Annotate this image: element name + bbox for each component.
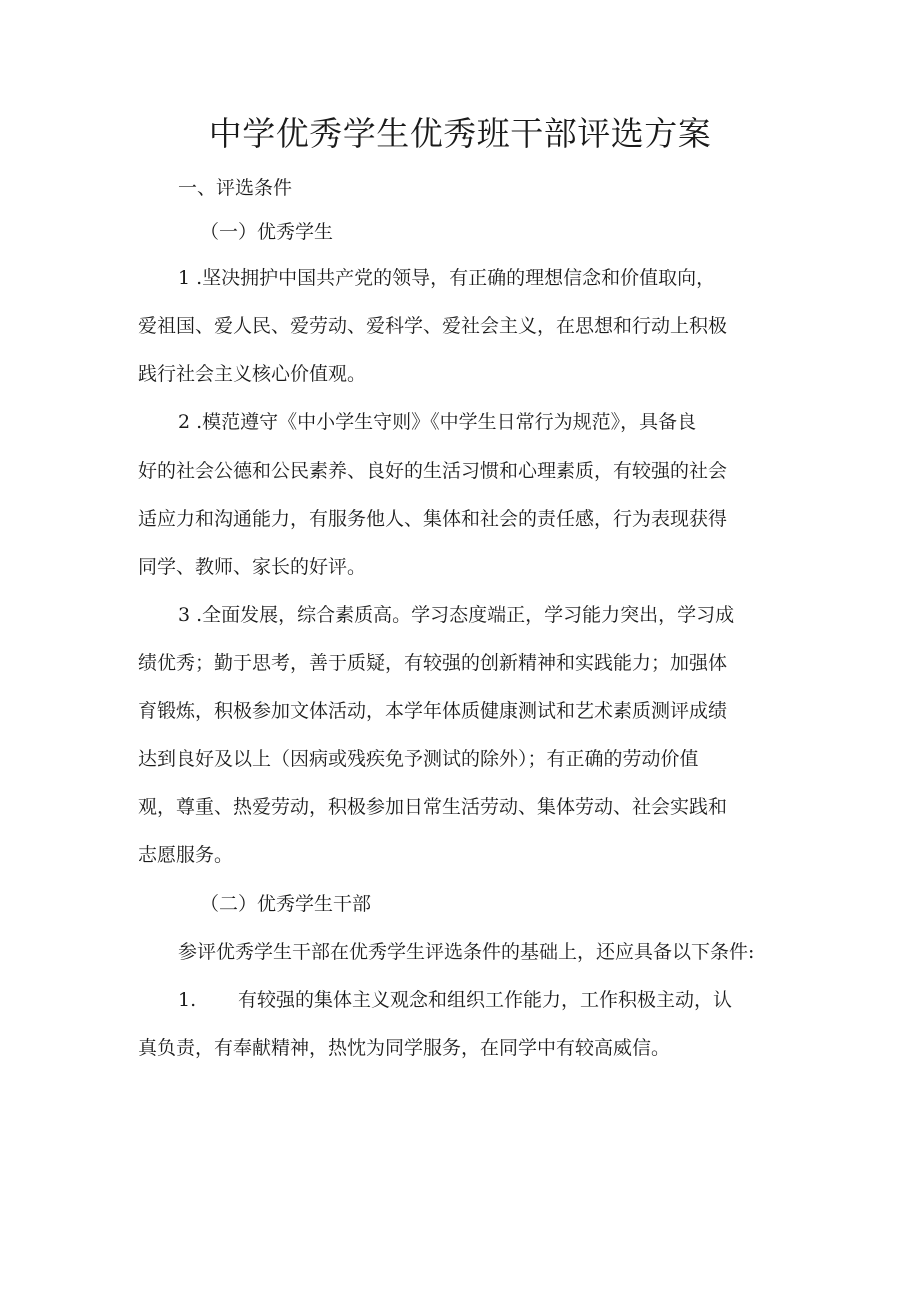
- list-number: 1.: [178, 989, 197, 1011]
- paragraph-line: 爱祖国、爱人民、爱劳动、爱科学、爱社会主义，在思想和行动上积极: [138, 315, 728, 337]
- subsection-heading-cadres: （二）优秀学生干部: [200, 893, 372, 915]
- paragraph-line: 志愿服务。: [138, 844, 234, 866]
- section-heading: 一、评选条件: [178, 177, 293, 199]
- paragraph-text: 有较强的集体主义观念和组织工作能力，工作积极主动，认: [238, 989, 733, 1011]
- paragraph-line: 3 .全面发展，综合素质高。学习态度端正，学习能力突出，学习成: [178, 604, 735, 626]
- paragraph-line: 绩优秀；勤于思考，善于质疑，有较强的创新精神和实践能力；加强体: [138, 652, 728, 674]
- paragraph-line: 2 .模范遵守《中小学生守则》《中学生日常行为规范》，具备良: [178, 411, 697, 433]
- paragraph-line: 真负责，有奉献精神，热忱为同学服务，在同学中有较高威信。: [138, 1037, 671, 1059]
- paragraph-line: [178, 987, 732, 1013]
- paragraph-line: 1 .坚决拥护中国共产党的领导，有正确的理想信念和价值取向，: [178, 267, 716, 289]
- paragraph-line: 达到良好及以上（因病或残疾免予测试的除外）；有正确的劳动价值: [138, 748, 699, 770]
- paragraph-line: 好的社会公德和公民素养、良好的生活习惯和心理素质，有较强的社会: [138, 460, 728, 482]
- paragraph-line: 适应力和沟通能力，有服务他人、集体和社会的责任感，行为表现获得: [138, 508, 728, 530]
- document-title: 中学优秀学生优秀班干部评选方案: [208, 114, 712, 153]
- paragraph-line: 参评优秀学生干部在优秀学生评选条件的基础上，还应具备以下条件:: [178, 941, 755, 963]
- paragraph-line: 践行社会主义核心价值观。: [138, 363, 367, 385]
- paragraph-line: 育锻炼，积极参加文体活动，本学年体质健康测试和艺术素质测评成绩: [138, 700, 728, 722]
- paragraph-line: 同学、教师、家长的好评。: [138, 556, 367, 578]
- paragraph-line: 观，尊重、热爱劳动，积极参加日常生活劳动、集体劳动、社会实践和: [138, 796, 728, 818]
- subsection-heading-students: （一）优秀学生: [200, 221, 334, 243]
